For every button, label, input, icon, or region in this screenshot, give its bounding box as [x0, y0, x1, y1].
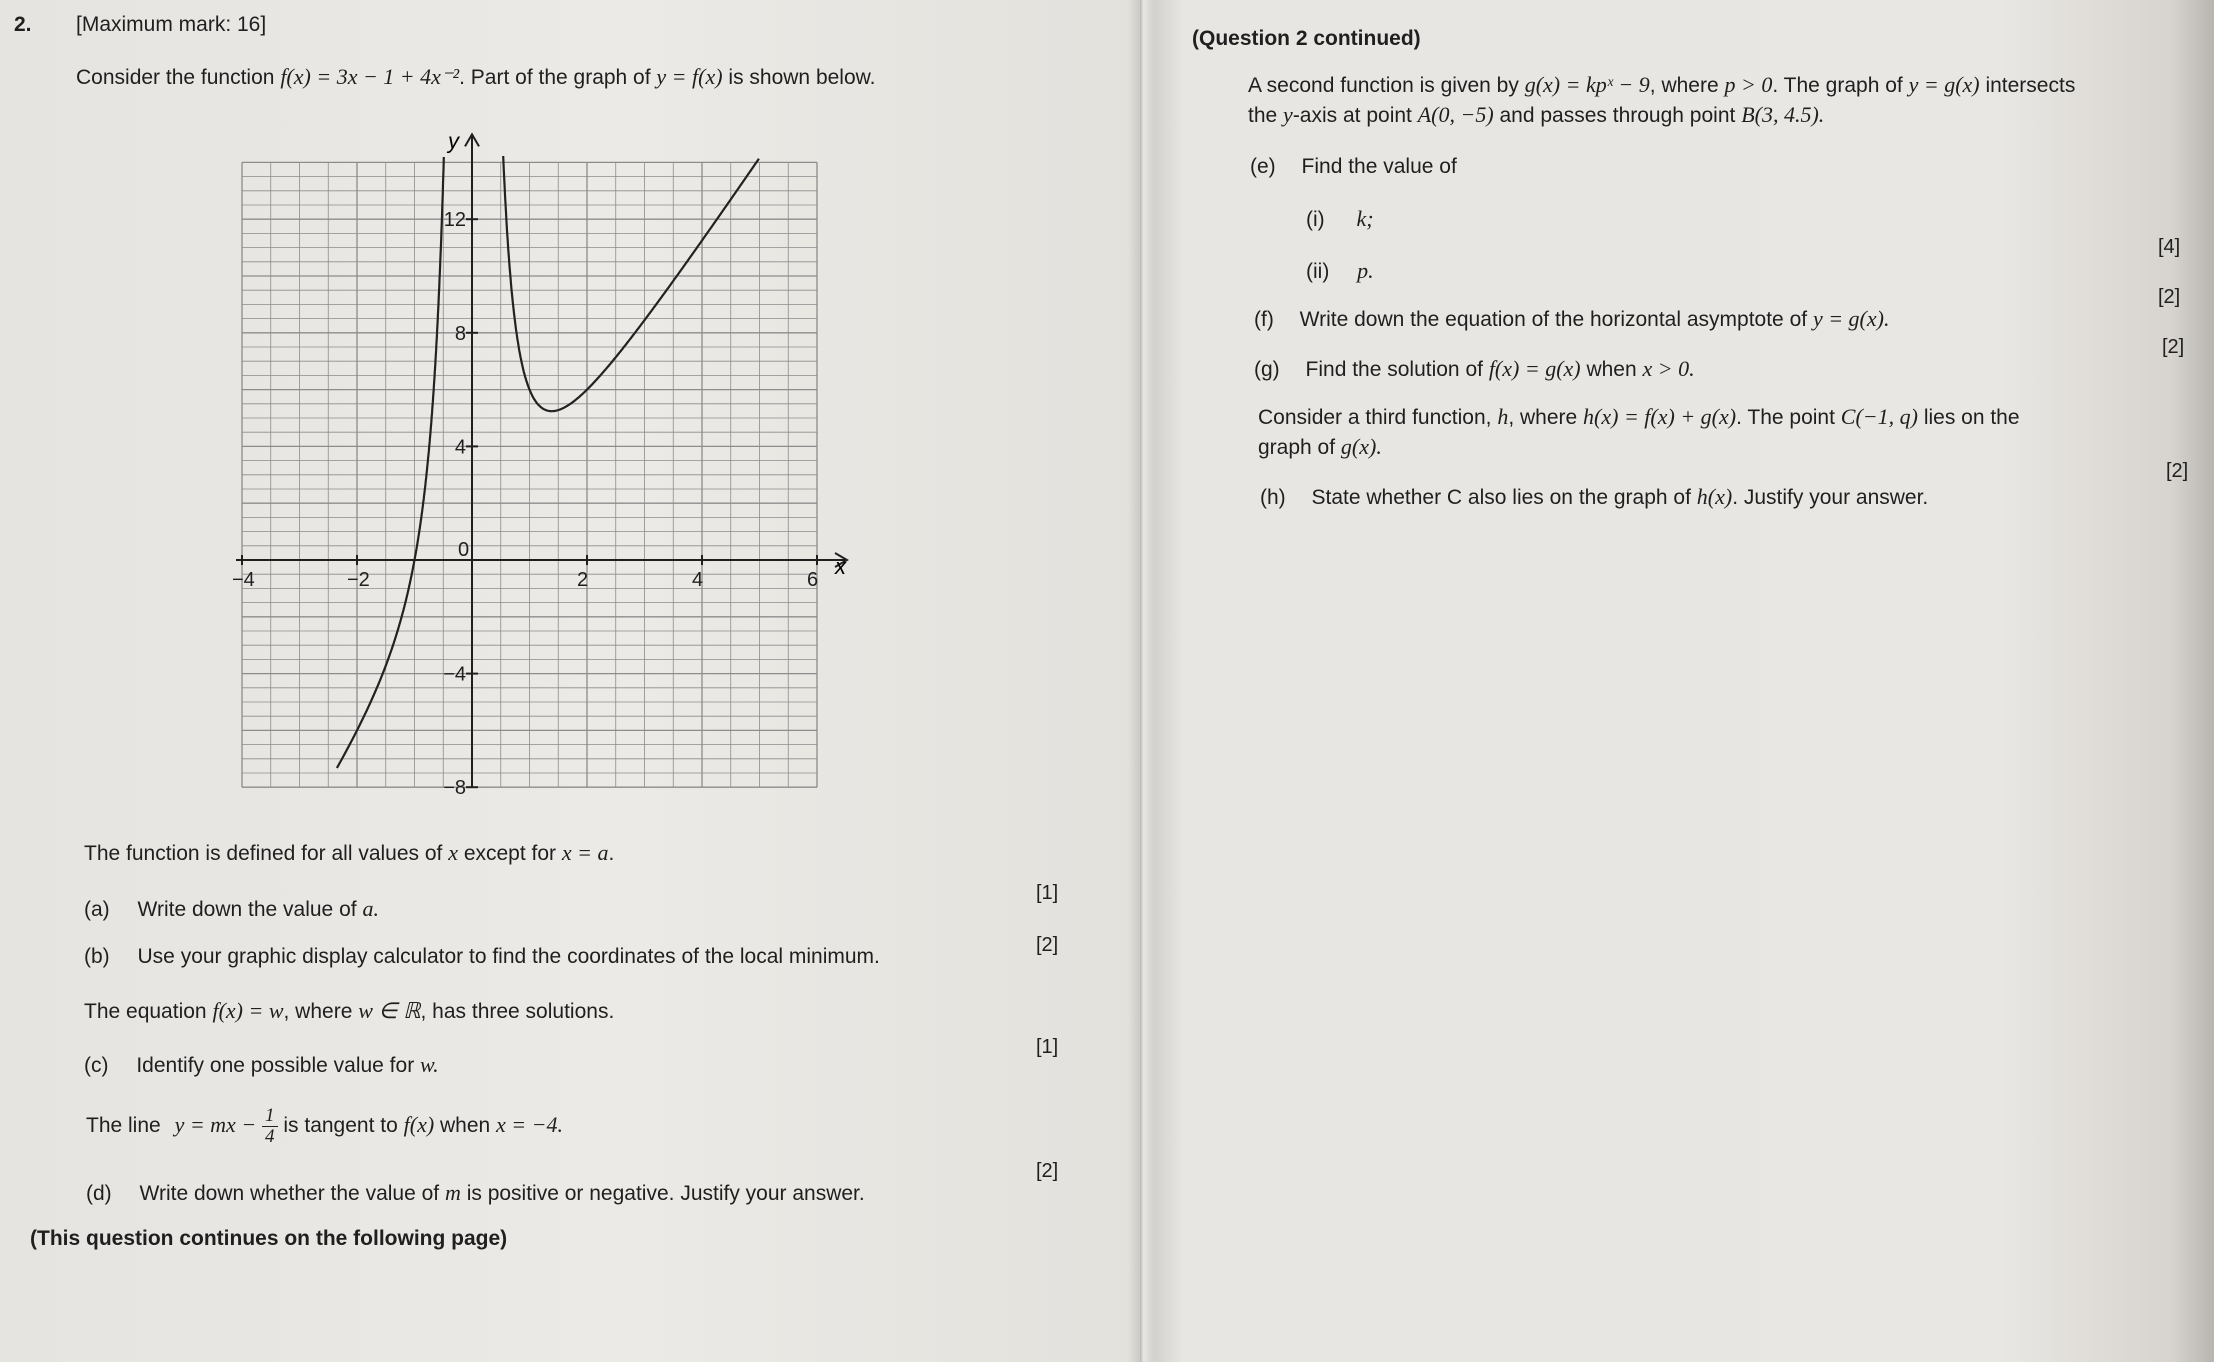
line2-axis: y — [1283, 102, 1293, 127]
part-h-text-end: . Justify your answer. — [1732, 486, 1929, 509]
defined-prefix: The function is defined for all values of — [84, 842, 443, 865]
x-tick-label: 6 — [807, 569, 819, 591]
part-c-text: Identify one possible value for — [136, 1054, 415, 1077]
part-c — [84, 1052, 439, 1078]
defined-end: . — [608, 842, 615, 865]
one-quarter-fraction — [262, 1106, 278, 1147]
continues-note: (This question continues on the following page) — [30, 1227, 508, 1250]
line-fn: f(x) — [403, 1111, 435, 1137]
fraction-numerator: 1 — [262, 1106, 278, 1127]
third-prefix: Consider a third function, — [1258, 406, 1492, 429]
chart-grid — [242, 162, 817, 787]
part-c-marks: [1] — [1036, 1036, 1059, 1058]
part-g — [1254, 356, 1695, 382]
x-tick-label: 2 — [577, 569, 589, 591]
part-e-ii-label: (ii) — [1306, 260, 1330, 283]
part-b-text: Use your graphic display calculator to find the coordinates of the local minimum. — [137, 945, 880, 968]
x-tick-label: −2 — [347, 569, 370, 591]
third-end: lies on the — [1923, 406, 2020, 429]
x-axis-label: x — [835, 554, 846, 579]
function-graph — [210, 118, 1090, 818]
part-e-i-label: (i) — [1306, 208, 1325, 231]
part-g-text: Find the solution of — [1305, 358, 1483, 381]
continued-header: (Question 2 continued) — [1192, 27, 1421, 50]
point-c: C(−1, q) — [1840, 404, 1918, 429]
part-c-var: w. — [420, 1052, 439, 1077]
intro-prefix: Consider the function — [76, 66, 275, 89]
part-b-label: (b) — [84, 945, 110, 968]
third-function-line1 — [1258, 404, 2020, 430]
part-h-expr: h(x) — [1696, 484, 1733, 509]
third-gx: g(x). — [1340, 434, 1382, 459]
part-b — [84, 944, 880, 969]
defined-cond: x = a — [561, 840, 609, 865]
part-f-expr: y = g(x). — [1812, 306, 1890, 331]
x-tick-label: −4 — [232, 569, 255, 591]
part-h-text-start: State whether C also lies on the graph of — [1311, 486, 1691, 509]
second-end: intersects — [1985, 74, 2076, 97]
line-prefix: The line — [86, 1113, 161, 1137]
line2-prefix: the — [1248, 104, 1278, 127]
part-d-text-start: Write down whether the value of — [139, 1182, 440, 1205]
second-function-line1 — [1248, 72, 2075, 98]
x-tick-label: 4 — [692, 569, 704, 591]
line-when: when — [440, 1113, 491, 1137]
second-prefix: A second function is given by — [1248, 74, 1519, 97]
g-def: g(x) = kpˣ − 9 — [1524, 72, 1650, 97]
part-e-marks: [4] — [2158, 236, 2181, 258]
curve-left-branch — [337, 157, 444, 768]
y-tick-label: −4 — [443, 663, 466, 686]
y-tick-label: −8 — [443, 777, 466, 800]
line2-mid2: and passes through point — [1499, 104, 1736, 127]
function-def: f(x) = 3x − 1 + 4x⁻² — [280, 64, 460, 89]
x-tick-label: 0 — [458, 539, 470, 561]
part-g-when: when — [1586, 358, 1637, 381]
fraction-denominator: 4 — [265, 1125, 275, 1147]
third-mid: , where — [1508, 406, 1578, 429]
part-f-marks: [2] — [2158, 286, 2181, 308]
part-f-label: (f) — [1254, 308, 1274, 331]
defined-mid: except for — [463, 842, 557, 865]
line2-mid: -axis at point — [1292, 104, 1412, 127]
eq-mid: , where — [283, 1000, 353, 1023]
second-mid2: . The graph of — [1772, 74, 1903, 97]
tangent-sentence — [86, 1106, 563, 1147]
part-c-label: (c) — [84, 1054, 109, 1077]
second-function-line2 — [1248, 102, 1824, 128]
part-h-marks: [2] — [2166, 460, 2189, 482]
part-g-expr: f(x) = g(x) — [1488, 356, 1581, 381]
y-tick-label: 12 — [443, 209, 466, 232]
second-mid: , where — [1649, 74, 1719, 97]
page-gutter — [1128, 0, 1154, 1362]
eq-prefix: The equation — [84, 1000, 207, 1023]
part-a-text: Write down the value of — [137, 898, 357, 921]
third-function-line2 — [1258, 434, 1382, 460]
intro-mid: . Part of the graph of — [459, 66, 651, 89]
intro-sentence — [76, 64, 876, 90]
eq-expr: f(x) = w — [212, 998, 284, 1023]
part-f — [1254, 306, 1889, 332]
domain-sentence — [84, 840, 614, 866]
g-graph: y = g(x) — [1908, 72, 1980, 97]
part-e-text: Find the value of — [1301, 155, 1457, 178]
max-mark: [Maximum mark: 16] — [76, 13, 267, 36]
part-d-var: m — [444, 1180, 461, 1205]
question-number: 2. — [14, 13, 32, 36]
part-d-marks: [2] — [1036, 1160, 1059, 1182]
eq-suffix: , has three solutions. — [420, 1000, 615, 1023]
h-def: h(x) = f(x) + g(x) — [1583, 404, 1737, 429]
part-g-label: (g) — [1254, 358, 1280, 381]
part-e-i — [1306, 206, 1374, 232]
third-var: h — [1497, 404, 1509, 429]
part-g-marks: [2] — [2162, 336, 2185, 358]
y-axis-label: y — [448, 128, 459, 154]
part-e-ii-var: p. — [1357, 258, 1374, 283]
part-d-label: (d) — [86, 1182, 112, 1205]
point-a: A(0, −5) — [1417, 102, 1494, 127]
third-mid2: . The point — [1736, 406, 1835, 429]
eq-domain: w ∈ ℝ — [358, 998, 421, 1023]
line-eq-start: y = mx − — [174, 1111, 257, 1137]
part-d-text-end: is positive or negative. Justify your answer. — [466, 1182, 865, 1205]
equation-sentence — [84, 998, 614, 1024]
graph-eq: y = f(x) — [656, 64, 723, 89]
part-e-i-var: k; — [1356, 206, 1374, 231]
p-cond: p > 0 — [1724, 72, 1773, 97]
curve-right-branch — [503, 156, 759, 411]
point-b: B(3, 4.5). — [1741, 102, 1825, 127]
part-g-cond: x > 0. — [1642, 356, 1695, 381]
part-b-marks: [2] — [1036, 934, 1059, 956]
part-a-label: (a) — [84, 898, 110, 921]
y-tick-label: 4 — [454, 436, 466, 459]
part-e-label: (e) — [1250, 155, 1276, 178]
intro-suffix: is shown below. — [728, 66, 876, 89]
part-a-var: a. — [362, 896, 379, 921]
defined-var: x — [448, 840, 458, 865]
part-f-text: Write down the equation of the horizontal asymptote of — [1299, 308, 1808, 331]
part-e-ii — [1306, 258, 1374, 284]
part-a-marks: [1] — [1036, 882, 1059, 904]
line-cond: x = −4. — [496, 1111, 564, 1137]
part-h-label: (h) — [1260, 486, 1286, 509]
right-page — [1140, 0, 2214, 1362]
chart-tick-labels — [232, 209, 818, 799]
part-h — [1260, 484, 1928, 510]
part-d — [86, 1180, 865, 1206]
third-line2: graph of — [1258, 436, 1336, 459]
line-mid: is tangent to — [283, 1113, 398, 1137]
part-a — [84, 896, 379, 922]
y-tick-label: 8 — [454, 322, 466, 345]
part-e — [1250, 154, 1457, 179]
